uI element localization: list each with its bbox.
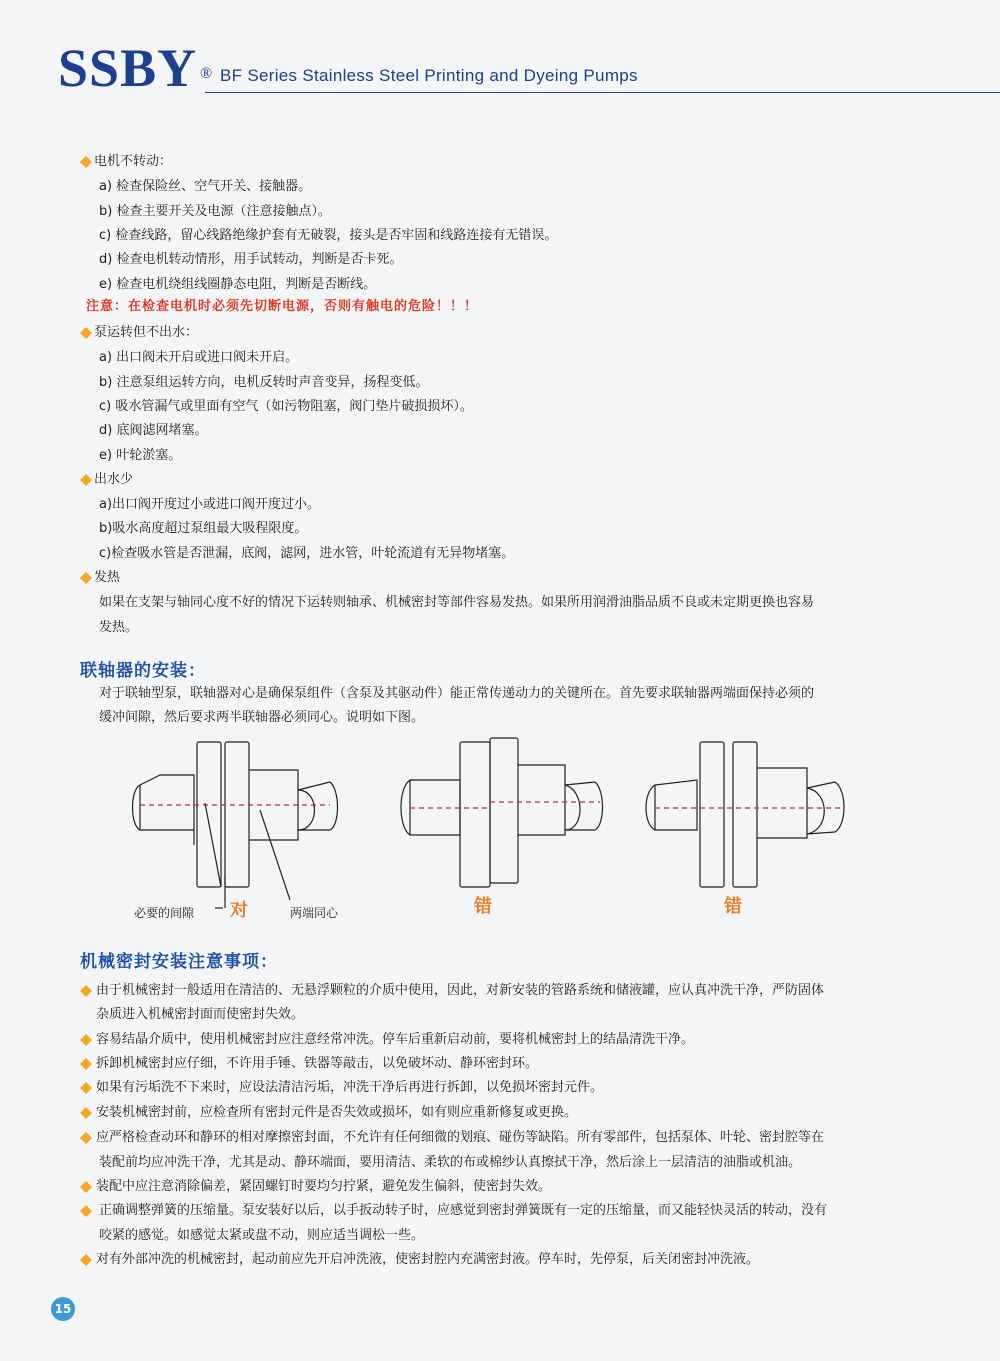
seal-item: 容易结晶介质中，使用机械密封应注意经常冲洗。停车后重新启动前，要将机械密封上的结晶清洗干净。	[96, 1032, 695, 1047]
header-divider	[205, 92, 1000, 93]
diamond-bullet-icon	[80, 1107, 92, 1119]
registered-mark: ®	[199, 65, 214, 82]
coupling-figure-correct	[133, 742, 338, 908]
verdict-wrong: 错	[724, 896, 742, 917]
verdict-wrong: 错	[474, 896, 492, 917]
seal-item: 安装机械密封前，应检查所有密封元件是否失效或损坏，如有则应重新修复或更换。	[96, 1105, 578, 1120]
logo-text: SSBY	[58, 38, 198, 98]
diamond-bullet-icon	[80, 156, 92, 168]
seal-item: 拆卸机械密封应仔细，不许用手锤、铁器等敲击，以免破坏动、静环密封环。	[96, 1056, 539, 1071]
list-item: d) 底阀滤网堵塞。	[99, 423, 208, 438]
diamond-bullet-icon	[80, 572, 92, 584]
seal-item: 由于机械密封一般适用在清洁的、无悬浮颗粒的介质中使用，因此，对新安装的管路系统和储液罐，应认真冲洗干净，严防固体	[96, 983, 825, 998]
diamond-bullet-icon	[80, 1058, 92, 1070]
section-title-coupling: 联轴器的安装：	[80, 661, 206, 681]
list-item: c) 吸水管漏气或里面有空气（如污物阻塞，阀门垫片破损损坏）。	[99, 399, 473, 414]
diamond-bullet-icon	[80, 1034, 92, 1046]
diamond-bullet-icon	[80, 327, 92, 339]
page-number: 15	[51, 1297, 75, 1321]
safety-warning: 注意：在检查电机时必须先切断电源，否则有触电的危险！！！	[86, 299, 479, 314]
motor-heading: 电机不转动：	[94, 154, 173, 169]
list-item: b) 检查主要开关及电源（注意接触点）。	[99, 204, 331, 219]
coupling-figure-wrong-2	[646, 742, 844, 887]
paragraph-line: 缓冲间隙，然后要求两半联轴器必须同心。说明如下图。	[99, 710, 425, 725]
list-item: a)出口阀开度过小或进口阀开度过小。	[99, 497, 321, 512]
heating-heading: 发热	[94, 570, 121, 585]
seal-item-continued: 咬紧的感觉。如感觉太紧或盘不动，则应适当调松一些。	[99, 1228, 425, 1243]
paragraph-line: 对于联轴型泵，联轴器对心是确保泵组件（含泵及其驱动件）能正常传递动力的关键所在。首先要求联轴器两端面保持必须的	[99, 686, 815, 701]
no-water-heading: 泵运转但不出水：	[94, 325, 199, 340]
diamond-bullet-icon	[80, 1082, 92, 1094]
list-item: a) 出口阀未开启或进口阀未开启。	[99, 350, 299, 365]
diamond-bullet-icon	[80, 474, 92, 486]
paragraph-line: 发热。	[99, 620, 139, 635]
seal-item: 如果有污垢洗不下来时，应设法清洁污垢，冲洗干净后再进行拆卸，以免损坏密封元件。	[96, 1080, 604, 1095]
diamond-bullet-icon	[80, 1181, 92, 1193]
page-header	[0, 0, 1000, 110]
paragraph-line: 如果在支架与轴同心度不好的情况下运转则轴承、机械密封等部件容易发热。如果所用润滑油脂品质不良或未定期更换也容易	[99, 595, 815, 610]
series-title: BF Series Stainless Steel Printing and Dyeing Pumps	[220, 66, 638, 85]
seal-item: 装配中应注意消除偏差，紧固螺钉时要均匀拧紧，避免发生偏斜，使密封失效。	[96, 1179, 552, 1194]
seal-item-continued: 装配前均应冲洗干净，尤其是动、静环端面，要用清洁、柔软的布或棉纱认真擦拭干净，然后涂上一层清洁的油脂或机油。	[99, 1155, 802, 1170]
seal-item-continued: 杂质进入机械密封面而使密封失效。	[96, 1007, 305, 1022]
label-concentric: 两端同心	[290, 906, 339, 920]
seal-item: 应严格检查动环和静环的相对摩擦密封面，不允许有任何细微的划痕、碰伤等缺陷。所有零部件，包括泵体、叶轮、密封腔等在	[96, 1130, 825, 1145]
list-item: d) 检查电机转动情形，用手试转动，判断是否卡死。	[99, 252, 403, 267]
list-item: e) 检查电机绕组线圈静态电阻，判断是否断线。	[99, 277, 377, 292]
diamond-bullet-icon	[80, 1205, 92, 1217]
seal-item: 正确调整弹簧的压缩量。泵安装好以后，以手扳动转子时，应感觉到密封弹簧既有一定的压缩量，而又能轻快灵活的转动，没有	[99, 1203, 828, 1218]
seal-item: 对有外部冲洗的机械密封，起动前应先开启冲洗液，使密封腔内充满密封液。停车时，先停泵，后关闭密封冲洗液。	[96, 1252, 760, 1267]
list-item: c) 检查线路，留心线路绝缘护套有无破裂，接头是否牢固和线路连接有无错误。	[99, 228, 558, 243]
list-item: b)吸水高度超过泵组最大吸程限度。	[99, 521, 308, 536]
list-item: b) 注意泵组运转方向，电机反转时声音变异，扬程变低。	[99, 375, 429, 390]
list-item: e) 叶轮淤塞。	[99, 448, 182, 463]
list-item: a) 检查保险丝、空气开关、接触器。	[99, 179, 312, 194]
coupling-figure-wrong-1	[401, 738, 603, 887]
verdict-correct: 对	[230, 900, 248, 921]
section-title-seal: 机械密封安装注意事项：	[80, 952, 278, 972]
diamond-bullet-icon	[80, 1132, 92, 1144]
diamond-bullet-icon	[80, 985, 92, 997]
diamond-bullet-icon	[80, 1254, 92, 1266]
label-necessary-gap: 必要的间隙	[134, 906, 195, 920]
list-item: c)检查吸水管是否泄漏，底阀，滤网，进水管，叶轮流道有无异物堵塞。	[99, 546, 515, 561]
brand-logo	[58, 38, 214, 98]
low-flow-heading: 出水少	[94, 472, 134, 487]
